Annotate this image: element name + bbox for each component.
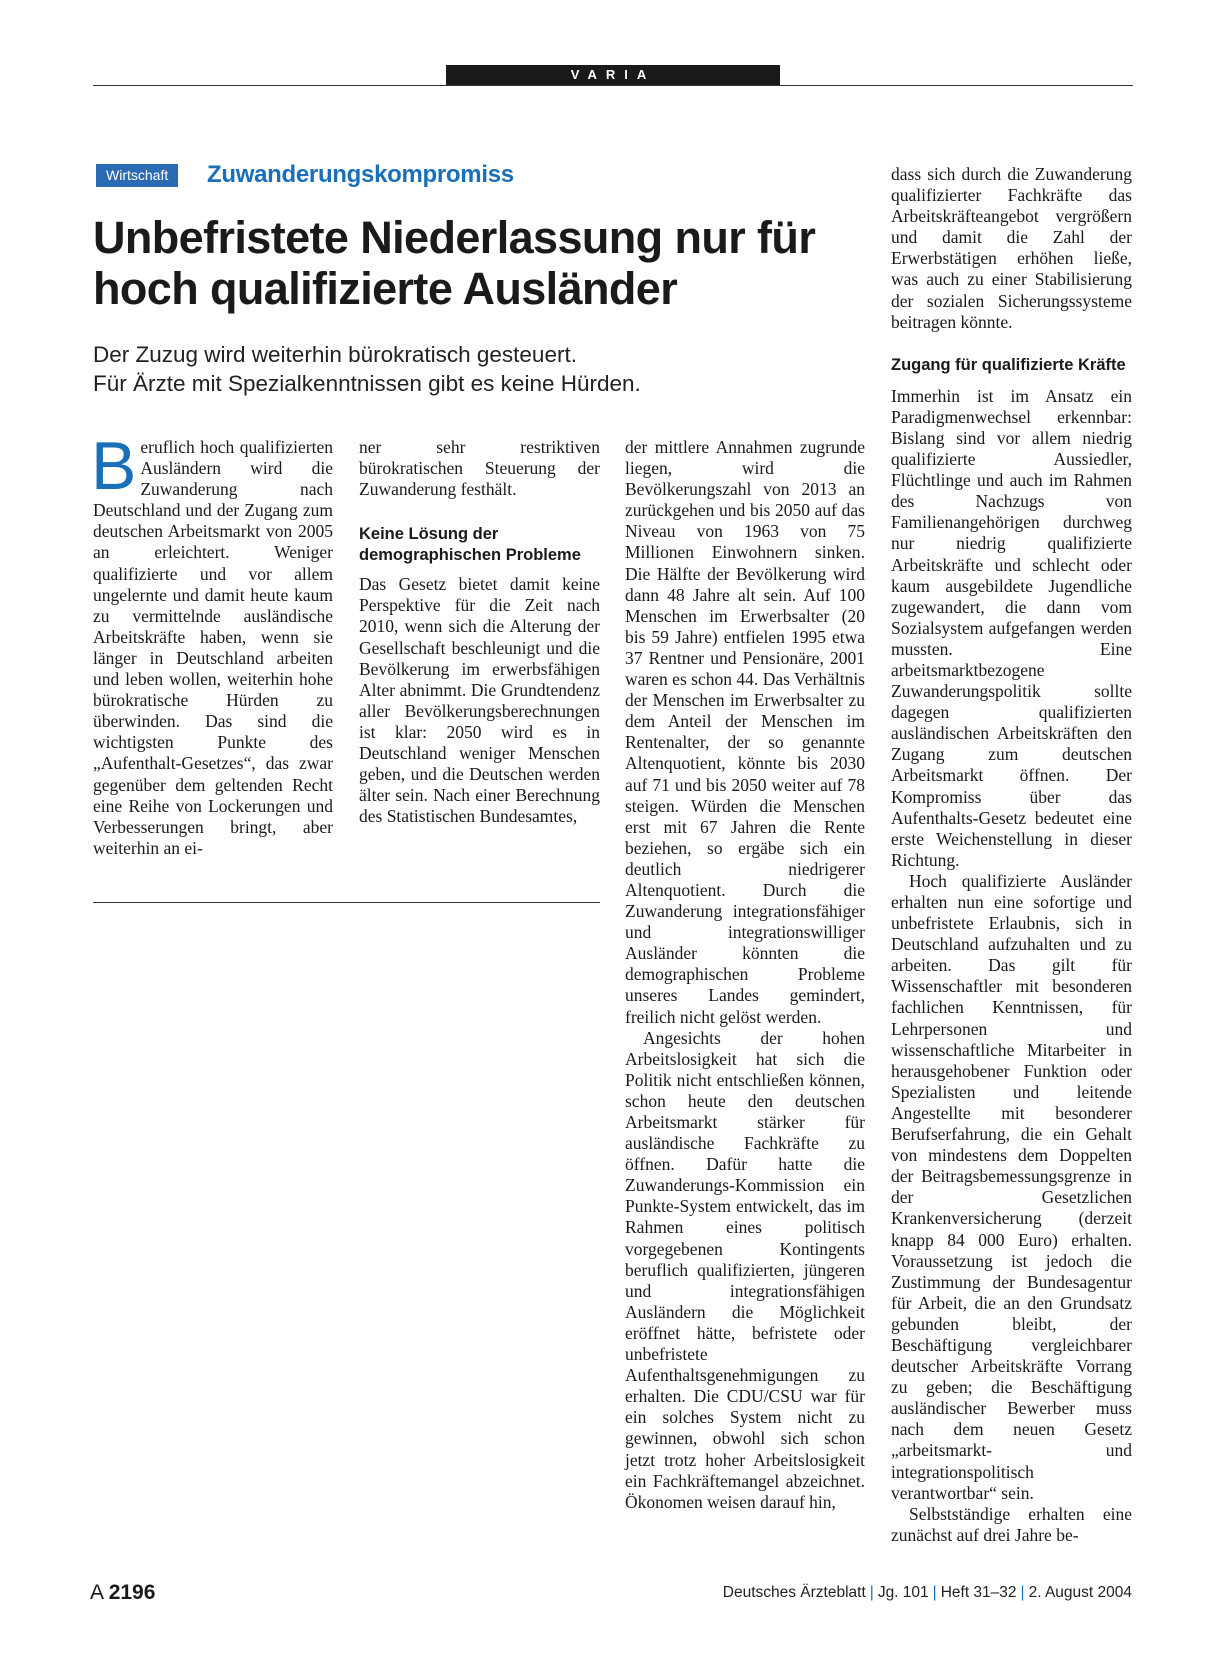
journal-date: 2. August 2004 [1028,1584,1132,1601]
journal-name: Deutsches Ärzteblatt [722,1584,866,1601]
column-divider-rule [93,902,600,903]
paragraph-text: eruflich hoch qualifizierten Ausländern wird die Zuwanderung nach Deutschland und der Zugang zum deutschen Arbeitsmarkt von 2005 an erleichtert. Weniger qualifizierte und vor allem ungelernte und damit heute kaum zu vermittelnde ausländische Arbeitskräfte haben, wenn sie länger in Deutschland arbeiten und leben wollen, weiterhin hohe bürokratische Hürden zu überwinden. Das sind die wichtigsten Punkte des „Aufenthalt-Gesetzes“, das zwar gegenüber dem geltenden Recht eine Reihe von Lockerungen und Verbesserungen bringt, aber weiterhin an ei- [93,437,333,858]
paragraph: Hoch qualifizierte Ausländer erhalten nun eine sofortige und unbefristete Erlaubnis, sich in Deutschland aufzuhalten und zu arbeiten. Das gilt für Wissenschaftler mit besonderen fachlichen Kenntnissen, für Lehrpersonen und wissenschaftliche Mitarbeiter in herausgehobener Funktion oder Spezialisten und leitende Angestellte mit besonderer Berufserfahrung, die ein Gehalt von mindestens dem Doppelten der Beitragsbemessungsgrenze in der Gesetzlichen Krankenversicherung (derzeit knapp 84 000 Euro) erhalten. Voraussetzung ist jedoch die Zustimmung der Bundesagentur für Arbeit, die an den Grundsatz gebunden bleibt, der Beschäftigung vergleichbarer deutscher Arbeitskräfte Vorrang zu geben; die Beschäftigung ausländischer Bewerber muss nach dem neuen Gesetz „arbeitsmarkt- und integrationspolitisch verantwortbar“ sein. [891,870,1132,1503]
dropcap: B [91,428,137,504]
article-headline [93,212,853,314]
body-column-2 [359,437,600,827]
paragraph: dass sich durch die Zuwanderung qualifizierter Fachkräfte das Arbeitskräfteangebot vergrößern und damit die Zahl der Erwerbstätigen erhöhen ließe, was auch zu einer Stabilisierung der sozialen Sicherungssysteme beitragen könnte. [891,164,1132,332]
article-subtitle [93,340,853,398]
subtitle-line-1: Der Zuzug wird weiterhin bürokratisch gesteuert. [93,342,577,367]
body-column-3 [625,437,865,1513]
page-number [90,1580,155,1606]
paragraph: Selbstständige erhalten eine zunächst auf drei Jahre be- [891,1503,1132,1545]
headline-line-2: hoch qualifizierte Ausländer [93,263,678,314]
header-rule [93,85,1133,86]
subheading: Zugang für qualifizierte Kräfte [891,355,1126,374]
journal-citation [723,1583,1132,1603]
separator: | [869,1584,874,1601]
journal-volume: Jg. 101 [877,1584,929,1601]
section-label: VARIA [446,65,780,85]
body-column-1 [91,428,333,859]
headline-line-1: Unbefristete Niederlassung nur für [93,212,816,263]
paragraph: der mittlere Annahmen zugrunde liegen, wird die Bevölkerungszahl von 2013 an zurückgehen und bis 2050 auf das Niveau von 1963 von 75 Millionen Einwohnern sinken. Die Hälfte der Bevölkerung wird dann 48 Jahre alt sein. Auf 100 Menschen im Erwerbsalter (20 bis 59 Jahre) entfielen 1995 etwa 37 Rentner und Pensionäre, 2001 waren es schon 44. Das Verhältnis der Menschen im Erwerbsalter zu dem Anteil der Menschen im Rentenalter, der so genannte Altenquotient, könnte bis 2030 auf 71 und bis 2050 weiter auf 78 steigen. Würden die Menschen erst mit 67 Jahren die Rente beziehen, so ergäbe sich ein deutlich niedrigerer Altenquotient. Durch die Zuwanderung integrationsfähiger und integrationswilliger Ausländer könnten die demographischen Probleme unseres Landes gemindert, freilich nicht gelöst werden. [625,437,865,1027]
subheading: Keine Lösung der demographischen Probleme [359,525,581,565]
paragraph: Angesichts der hohen Arbeitslosigkeit hat sich die Politik nicht entschließen können, schon heute den deutschen Arbeitsmarkt stärker für ausländische Fachkräfte zu öffnen. Dafür hatte die Zuwanderungs-Kommission ein Punkte-System entwickelt, das im Rahmen eines politisch vorgegebenen Kontingents beruflich qualifizierten, jüngeren und integrationsfähigen Ausländern die Möglichkeit eröffnet hätte, befristete oder unbefristete Aufenthaltsgenehmigungen zu erhalten. Die CDU/CSU war für ein solches System nicht zu gewinnen, obwohl sich schon jetzt trotz hoher Arbeitslosigkeit ein Fachkräftemangel abzeichnet. Ökonomen weisen darauf hin, [625,1027,865,1512]
paragraph: ner sehr restriktiven bürokratischen Steuerung der Zuwanderung festhält. [359,437,600,500]
page-number-value: 2196 [108,1581,156,1604]
paragraph: Immerhin ist im Ansatz ein Paradigmenwechsel erkennbar: Bislang sind vor allem niedrig qualifizierte Aussiedler, Flüchtlinge und auch im Rahmen des Nachzugs von Familienangehörigen durchweg nur niedrig qualifizierte Arbeitskräfte und schlecht oder kaum ausgebildete Jugendliche zugewandert, die dann vom Sozialsystem aufgefangen werden mussten. Eine arbeitsmarktbezogene Zuwanderungspolitik sollte dagegen qualifizierten ausländischen Arbeitskräften den Zugang zum deutschen Arbeitsmarkt öffnen. Der Kompromiss über das Aufenthalts-Gesetz bedeutet eine erste Weichenstellung in dieser Richtung. [891,385,1132,870]
body-column-4 [891,164,1132,1546]
separator: | [932,1584,937,1601]
subtitle-line-2: Für Ärzte mit Spezialkenntnissen gibt es keine Hürden. [93,371,641,396]
paragraph [91,428,333,859]
page-prefix: A [90,1581,103,1604]
separator: | [1020,1584,1025,1601]
paragraph: Das Gesetz bietet damit keine Perspektive für die Zeit nach 2010, wenn sich die Alterung der Gesellschaft beschleunigt und die Bevölkerung im erwerbsfähigen Alter abnimmt. Die Grundtendenz aller Bevölkerungsberechnungen ist klar: 2050 wird es in Deutschland weniger Menschen geben, und die Deutschen werden älter sein. Nach einer Berechnung des Statistischen Bundesamtes, [359,574,600,827]
rubric-badge: Wirtschaft [96,164,178,187]
article-kicker: Zuwanderungskompromiss [207,161,514,188]
journal-issue: Heft 31–32 [940,1584,1017,1601]
